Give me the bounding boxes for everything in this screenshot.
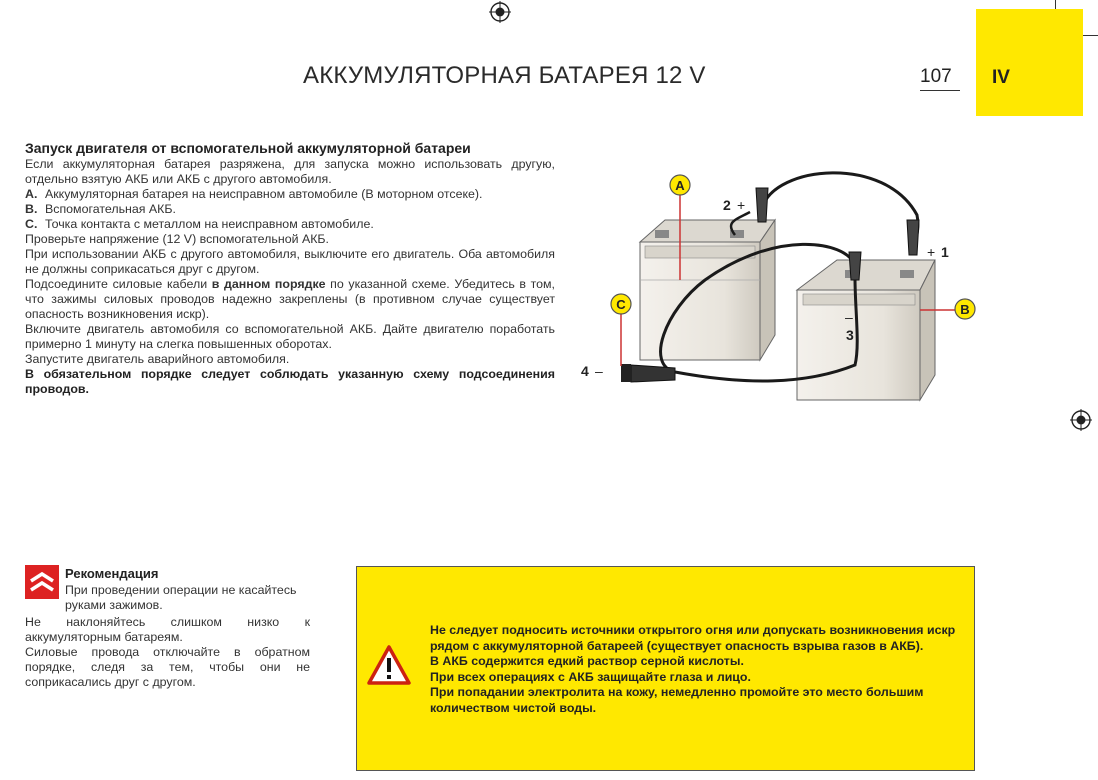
page-title: АККУМУЛЯТОРНАЯ БАТАРЕЯ 12 V — [303, 62, 706, 89]
legend-key: B. — [25, 202, 38, 216]
instruction-section — [25, 140, 555, 397]
legend-key: C. — [25, 217, 38, 231]
legend-text: Точка контакта с металлом на неисправном автомобиле. — [45, 217, 374, 231]
label-a: A — [675, 178, 685, 193]
registration-mark-icon — [489, 1, 511, 23]
warning-box — [356, 566, 975, 771]
clamp-2 — [756, 188, 768, 222]
plus-2: + — [737, 197, 746, 213]
recommendation-p2: Не наклоняйтесь слишком низко к аккумуляторным батареям. — [25, 615, 310, 644]
num-4: 4 — [581, 363, 589, 379]
recommendation-p3: Силовые провода отключайте в обратном порядке, следя за тем, чтобы они не соприкасались друг с другом. — [25, 645, 310, 689]
plus-1: + — [927, 244, 936, 260]
legend-item-a — [25, 187, 555, 202]
recommendation-body — [25, 615, 310, 690]
battery-a — [640, 220, 775, 360]
start-aux-text: Включите двигатель автомобиля со вспомогательной АКБ. Дайте двигателю поработать примерно 1 минуту на слегка повышенных оборотах. — [25, 322, 555, 351]
warning-line-4: При попадании электролита на кожу, немедленно промойте это место большим количеством чистой воды. — [430, 685, 924, 715]
legend-item-b — [25, 202, 555, 217]
label-c: C — [616, 297, 626, 312]
label-b: B — [960, 302, 970, 317]
chapter-label: IV — [992, 67, 1010, 88]
chapter-tab — [976, 9, 1083, 116]
intro-text: Если аккумуляторная батарея разряжена, для запуска можно использовать другую, отдельно взятую АКБ или АКБ с другого автомобиля. — [25, 157, 555, 186]
warning-text — [430, 623, 970, 716]
legend-key: A. — [25, 187, 38, 201]
section-heading: Запуск двигателя от вспомогательной аккумуляторной батареи — [25, 140, 471, 156]
minus-4: – — [595, 363, 603, 379]
start-car-text: Запустите двигатель аварийного автомобиля. — [25, 352, 290, 366]
use-other-text: При использовании АКБ с другого автомобиля, выключите его двигатель. Оба автомобиля не должны соприкасаться друг с другом. — [25, 247, 555, 276]
minus-3: – — [845, 309, 853, 325]
battery-b — [797, 260, 935, 400]
check-voltage-text: Проверьте напряжение (12 V) вспомогательной АКБ. — [25, 232, 330, 246]
legend-text: Вспомогательная АКБ. — [45, 202, 176, 216]
clamp-3 — [849, 252, 861, 280]
num-1: 1 — [941, 244, 949, 260]
registration-mark-icon — [1070, 409, 1092, 431]
connect-text-bold: в данном порядке — [211, 277, 326, 291]
connect-text-end: по указанной схеме. Убедитесь в том, что зажимы силовых проводов надежно закреплены (в противном случае существует опасность возникновения искр). — [25, 277, 555, 321]
clamp-1 — [907, 220, 919, 255]
recommendation-title: Рекомендация — [65, 566, 159, 581]
jump-start-diagram — [575, 160, 985, 420]
legend-text: Аккумуляторная батарея на неисправном автомобиле (В моторном отсеке). — [45, 187, 483, 201]
page-number: 107 — [920, 66, 960, 91]
warning-line-2: В АКБ содержится едкий раствор серной кислоты. — [430, 654, 744, 668]
connect-text-start: Подсоедините силовые кабели — [25, 277, 212, 291]
num-2: 2 — [723, 197, 731, 213]
warning-line-1: Не следует подносить источники открытого огня или допускать возникновения искр рядом с аккумуляторной батареей (существует опасность взрыва газов в АКБ). — [430, 623, 956, 653]
citroen-logo-icon — [25, 565, 59, 599]
legend-item-c — [25, 217, 555, 232]
warning-triangle-icon — [367, 645, 411, 685]
recommendation-p1: При проведении операции не касайтесь руками зажимов. — [65, 583, 297, 612]
warning-line-3: При всех операциях с АКБ защищайте глаза и лицо. — [430, 669, 751, 684]
mandatory-note: В обязательном порядке следует соблюдать указанную схему подсоединения проводов. — [25, 367, 555, 396]
connect-text — [25, 277, 555, 322]
num-3: 3 — [846, 327, 854, 343]
